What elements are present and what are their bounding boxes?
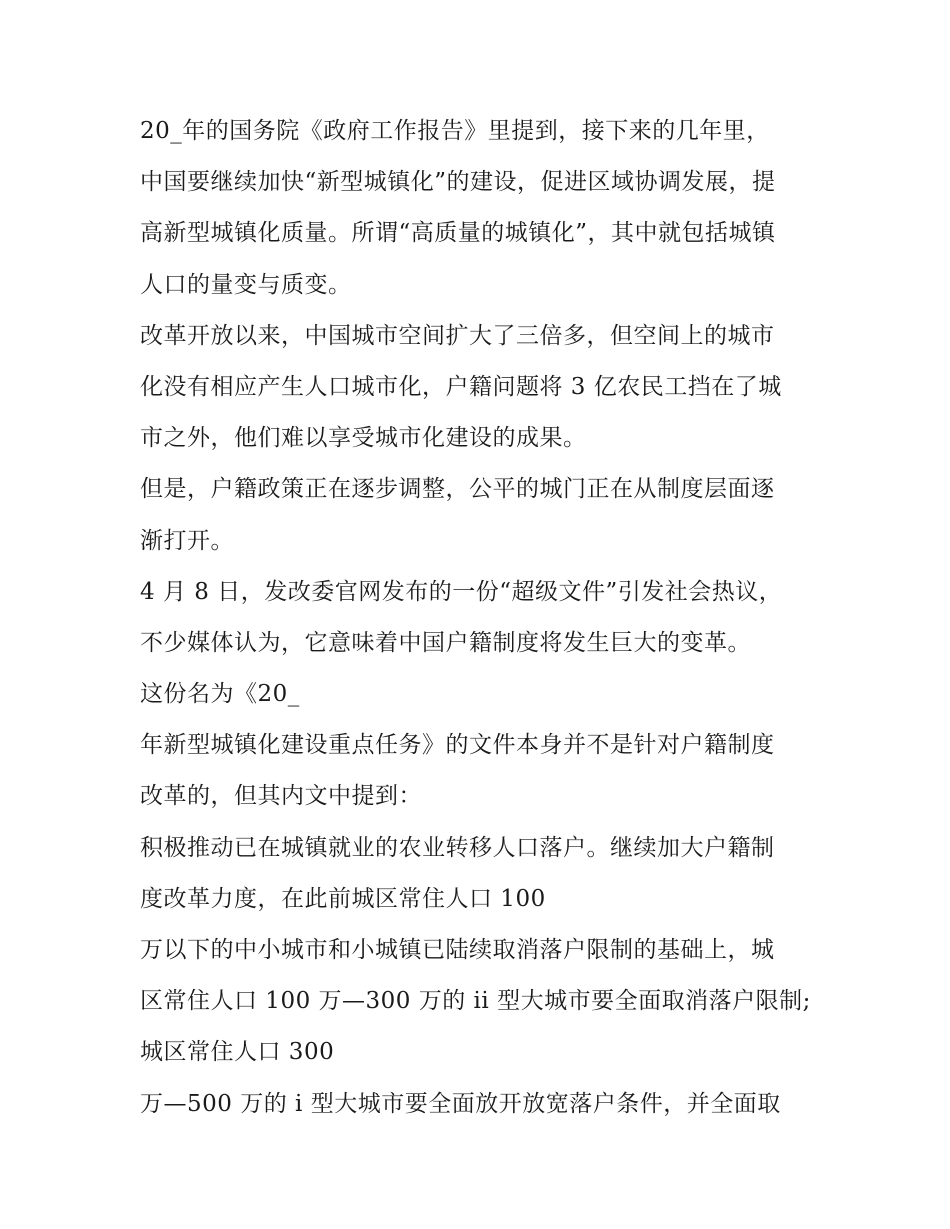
text-line: 高新型城镇化质量。所谓“高质量的城镇化”，其中就包括城镇 <box>140 220 776 247</box>
text-line: 4 月 8 日，发改委官网发布的一份“超级文件”引发社会热议， <box>140 578 783 605</box>
text-line: 改革开放以来，中国城市空间扩大了三倍多，但空间上的城市 <box>140 322 775 349</box>
text-line: 积极推动已在城镇就业的农业转移人口落户。继续加大户籍制 <box>140 834 775 861</box>
text-line: 市之外，他们难以享受城市化建设的成果。 <box>140 425 587 452</box>
text-line: 化没有相应产生人口城市化，户籍问题将 3 亿农民工挡在了城 <box>140 373 782 400</box>
text-line: 改革的，但其内文中提到： <box>140 783 422 810</box>
text-line: 这份名为《20_ <box>140 681 300 708</box>
text-line: 中国要继续加快“新型城镇化”的建设，促进区域协调发展，提 <box>140 169 776 196</box>
text-line: 度改革力度，在此前城区常住人口 100 <box>140 885 546 912</box>
text-line: 万以下的中小城市和小城镇已陆续取消落户限制的基础上，城 <box>140 937 775 963</box>
text-line: 渐打开。 <box>140 527 234 554</box>
text-line: 人口的量变与质变。 <box>140 271 352 298</box>
text-line: 20_年的国务院《政府工作报告》里提到，接下来的几年里， <box>140 118 770 144</box>
text-line: 不少媒体认为，它意味着中国户籍制度将发生巨大的变革。 <box>140 629 751 656</box>
text-line: 年新型城镇化建设重点任务》的文件本身并不是针对户籍制度 <box>140 732 775 759</box>
body-text <box>140 106 820 1130</box>
text-line: 区常住人口 100 万—300 万的 ii 型大城市要全面取消落户限制; <box>140 988 811 1015</box>
text-line: 万—500 万的 i 型大城市要全面放开放宽落户条件，并全面取 <box>140 1090 781 1117</box>
text-line: 城区常住人口 300 <box>140 1039 335 1066</box>
text-line: 但是，户籍政策正在逐步调整，公平的城门正在从制度层面逐 <box>140 476 775 503</box>
